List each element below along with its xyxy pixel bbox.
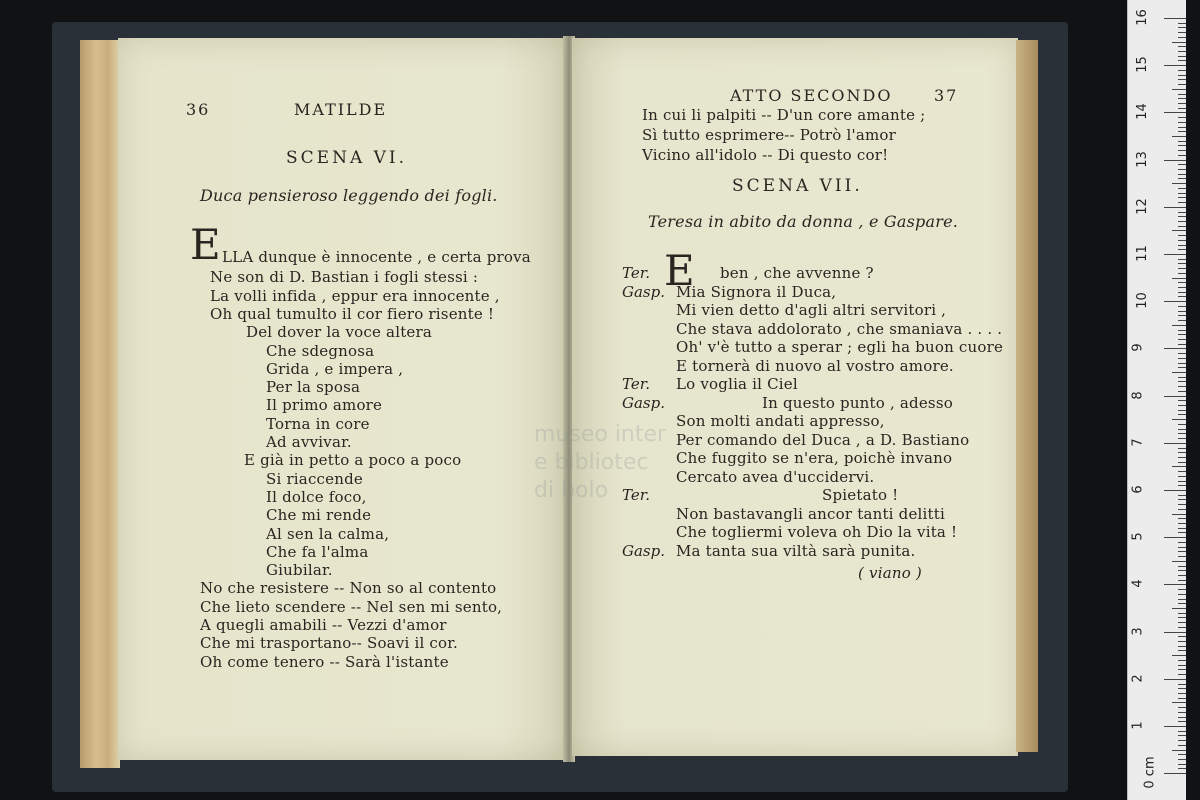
ruler-tick xyxy=(1178,145,1186,146)
ruler-tick xyxy=(1178,429,1186,430)
ruler-tick xyxy=(1178,381,1186,382)
ruler-tick xyxy=(1178,551,1186,552)
ruler-tick xyxy=(1178,759,1186,760)
ruler-tick xyxy=(1172,42,1186,43)
left-running-head: MATILDE xyxy=(294,100,388,119)
ruler-tick xyxy=(1164,584,1186,585)
page-stack-left xyxy=(80,40,120,768)
dialogue-line: Per comando del Duca , a D. Bastiano xyxy=(676,430,970,449)
ruler-tick xyxy=(1164,537,1186,538)
ruler-tick xyxy=(1178,56,1186,57)
verse-line: Oh come tenero -- Sarà l'istante xyxy=(200,652,449,671)
ruler-tick xyxy=(1172,514,1186,515)
ruler-tick xyxy=(1172,750,1186,751)
ruler-tick xyxy=(1178,400,1186,401)
ruler-tick xyxy=(1178,580,1186,581)
ruler-tick xyxy=(1164,18,1186,19)
ruler-tick xyxy=(1178,216,1186,217)
dialogue-line: Non bastavangli ancor tanti delitti xyxy=(676,504,945,523)
ruler-number: 4 xyxy=(1130,579,1146,589)
ruler-tick xyxy=(1178,212,1186,213)
ruler-tick xyxy=(1178,665,1186,666)
ruler-tick xyxy=(1178,320,1186,321)
ruler-tick xyxy=(1178,594,1186,595)
measurement-ruler xyxy=(1127,0,1186,800)
ruler-tick xyxy=(1178,570,1186,571)
ruler-tick xyxy=(1178,141,1186,142)
ruler-tick xyxy=(1172,136,1186,137)
ruler-tick xyxy=(1178,603,1186,604)
ruler-tick xyxy=(1178,712,1186,713)
dialogue-line: Son molti andati appresso, xyxy=(676,412,885,430)
ruler-tick xyxy=(1172,183,1186,184)
ruler-tick xyxy=(1178,240,1186,241)
ruler-tick xyxy=(1178,627,1186,628)
ruler-tick xyxy=(1178,684,1186,685)
ruler-tick xyxy=(1164,726,1186,727)
ruler-number: 1 xyxy=(1130,721,1146,730)
page-edge-right xyxy=(1016,40,1038,752)
ruler-tick xyxy=(1178,32,1186,33)
ruler-tick xyxy=(1178,518,1186,519)
ruler-tick xyxy=(1178,599,1186,600)
ruler-tick xyxy=(1178,282,1186,283)
ruler-tick xyxy=(1178,127,1186,128)
verse-line: Che fa l'alma xyxy=(266,542,369,561)
dialogue-line: Lo voglia il Ciel xyxy=(676,375,798,393)
dialogue-line: Spietato ! xyxy=(822,486,899,504)
ruler-tick xyxy=(1178,532,1186,533)
speaker-label: Gasp. xyxy=(622,282,665,301)
ruler-tick xyxy=(1178,235,1186,236)
verse-line: E già in petto a poco a poco xyxy=(244,451,462,470)
ruler-tick xyxy=(1178,485,1186,486)
ruler-tick xyxy=(1178,542,1186,543)
ruler-tick xyxy=(1178,707,1186,708)
ruler-tick xyxy=(1178,476,1186,477)
dialogue-line: In questo punto , adesso xyxy=(762,393,953,412)
ruler-tick xyxy=(1178,197,1186,198)
ruler-tick xyxy=(1178,377,1186,378)
ruler-number: 15 xyxy=(1134,56,1150,73)
exit-direction: ( viano ) xyxy=(858,564,922,582)
ruler-tick xyxy=(1178,481,1186,482)
verse-line: Si riaccende xyxy=(266,469,363,488)
ruler-tick xyxy=(1178,405,1186,406)
verse-line: Ad avvivar. xyxy=(266,433,352,451)
ruler-tick xyxy=(1178,306,1186,307)
ruler-tick xyxy=(1164,112,1186,113)
left-page xyxy=(118,38,566,760)
ruler-tick xyxy=(1178,60,1186,61)
ruler-tick xyxy=(1164,490,1186,491)
ruler-tick xyxy=(1178,202,1186,203)
verse-line: A quegli amabili -- Vezzi d'amor xyxy=(200,616,447,634)
ruler-tick xyxy=(1178,646,1186,647)
verse-line: Il dolce foco, xyxy=(266,487,367,506)
ruler-tick xyxy=(1178,46,1186,47)
ruler-tick xyxy=(1178,433,1186,434)
ruler-number: 0 cm xyxy=(1142,756,1158,789)
ruler-number: 3 xyxy=(1130,626,1146,636)
verse-line: In cui li palpiti -- D'un core amante ; xyxy=(642,106,926,124)
right-page-number: 37 xyxy=(934,86,959,105)
ruler-tick xyxy=(1178,471,1186,472)
verse-line: Del dover la voce altera xyxy=(246,323,433,342)
verse-line: Per la sposa xyxy=(266,378,361,397)
left-page-number: 36 xyxy=(186,100,211,119)
ruler-tick xyxy=(1178,547,1186,548)
ruler-tick xyxy=(1178,698,1186,699)
speaker-label: Gasp. xyxy=(622,541,665,560)
ruler-tick xyxy=(1178,292,1186,293)
ruler-tick xyxy=(1178,509,1186,510)
ruler-tick xyxy=(1178,641,1186,642)
ruler-tick xyxy=(1164,348,1186,349)
ruler-tick xyxy=(1178,556,1186,557)
ruler-tick xyxy=(1178,688,1186,689)
ruler-tick xyxy=(1178,164,1186,165)
ruler-tick xyxy=(1178,249,1186,250)
ruler-tick xyxy=(1164,254,1186,255)
ruler-tick xyxy=(1178,334,1186,335)
ruler-number: 9 xyxy=(1130,343,1146,353)
ruler-tick xyxy=(1178,84,1186,85)
ruler-tick xyxy=(1178,575,1186,576)
ruler-tick xyxy=(1172,561,1186,562)
ruler-tick xyxy=(1178,98,1186,99)
ruler-number: 8 xyxy=(1130,390,1146,400)
ruler-number: 14 xyxy=(1134,103,1150,121)
ruler-tick xyxy=(1172,608,1186,609)
ruler-tick xyxy=(1178,740,1186,741)
ruler-tick xyxy=(1178,353,1186,354)
ruler-tick xyxy=(1178,452,1186,453)
ruler-tick xyxy=(1178,339,1186,340)
ruler-tick xyxy=(1178,717,1186,718)
dialogue-line: ben , che avvenne ? xyxy=(720,264,874,282)
verse-line: Sì tutto esprimere-- Potrò l'amor xyxy=(642,126,896,144)
verse-line: La volli infida , eppur era innocente , xyxy=(210,286,500,305)
ruler-tick xyxy=(1178,122,1186,123)
dialogue-line: E tornerà di nuovo al vostro amore. xyxy=(676,356,954,375)
ruler-tick xyxy=(1178,613,1186,614)
ruler-tick xyxy=(1178,721,1186,722)
speaker-label: Ter. xyxy=(622,375,651,393)
ruler-tick xyxy=(1178,448,1186,449)
ruler-number: 2 xyxy=(1130,674,1146,683)
left-stage-direction: Duca pensieroso leggendo dei fogli. xyxy=(200,186,498,205)
ruler-tick xyxy=(1178,495,1186,496)
ruler-number: 16 xyxy=(1134,9,1150,26)
ruler-tick xyxy=(1178,391,1186,392)
ruler-tick xyxy=(1178,221,1186,222)
speaker-label: Ter. xyxy=(622,486,651,504)
ruler-tick xyxy=(1178,499,1186,500)
ruler-tick xyxy=(1178,745,1186,746)
ruler-number: 5 xyxy=(1130,532,1146,541)
ruler-tick xyxy=(1178,693,1186,694)
ruler-tick xyxy=(1164,632,1186,633)
ruler-tick xyxy=(1178,754,1186,755)
ruler-tick xyxy=(1178,287,1186,288)
ruler-tick xyxy=(1172,230,1186,231)
ruler-tick xyxy=(1164,301,1186,302)
right-stage-direction: Teresa in abito da donna , e Gaspare. xyxy=(648,212,959,231)
dialogue-line: Mia Signora il Duca, xyxy=(676,282,837,301)
ruler-tick xyxy=(1178,23,1186,24)
dialogue-line: Mi vien detto d'agli altri servitori , xyxy=(676,301,947,319)
dialogue-line: Oh' v'è tutto a sperar ; egli ha buon cuore xyxy=(676,338,1004,356)
ruler-tick xyxy=(1178,330,1186,331)
ruler-tick xyxy=(1172,466,1186,467)
ruler-tick xyxy=(1178,566,1186,567)
ruler-tick xyxy=(1178,410,1186,411)
ruler-number: 6 xyxy=(1130,485,1146,494)
verse-line: No che resistere -- Non so al contento xyxy=(200,579,497,598)
dialogue-line: Che fuggito se n'era, poichè invano xyxy=(676,449,953,467)
dialogue-line: Cercato avea d'uccidervi. xyxy=(676,467,875,486)
ruler-tick xyxy=(1178,70,1186,71)
ruler-tick xyxy=(1178,259,1186,260)
ruler-tick xyxy=(1178,650,1186,651)
ruler-tick xyxy=(1178,268,1186,269)
ruler-tick xyxy=(1178,51,1186,52)
ruler-tick xyxy=(1172,278,1186,279)
ruler-tick xyxy=(1178,504,1186,505)
ruler-tick xyxy=(1164,396,1186,397)
ruler-tick xyxy=(1178,94,1186,95)
ruler-number: 10 xyxy=(1134,292,1150,309)
ruler-tick xyxy=(1172,89,1186,90)
ruler-tick xyxy=(1178,363,1186,364)
ruler-tick xyxy=(1178,150,1186,151)
right-drop-cap: E xyxy=(664,246,695,295)
ruler-tick xyxy=(1178,344,1186,345)
verse-line: Ne son di D. Bastian i fogli stessi : xyxy=(210,268,479,287)
verse-line: LLA dunque è innocente , e certa prova xyxy=(222,248,531,266)
ruler-tick xyxy=(1178,117,1186,118)
ruler-tick xyxy=(1178,79,1186,80)
ruler-tick xyxy=(1178,193,1186,194)
ruler-tick xyxy=(1172,325,1186,326)
ruler-tick xyxy=(1178,731,1186,732)
ruler-tick xyxy=(1178,367,1186,368)
ruler-tick xyxy=(1178,108,1186,109)
ruler-tick xyxy=(1172,655,1186,656)
ruler-tick xyxy=(1178,636,1186,637)
ruler-tick xyxy=(1178,245,1186,246)
dialogue-line: Che stava addolorato , che smaniava . . . . xyxy=(676,319,1003,338)
ruler-tick xyxy=(1164,160,1186,161)
ruler-tick xyxy=(1178,589,1186,590)
ruler-tick xyxy=(1178,174,1186,175)
ruler-tick xyxy=(1178,669,1186,670)
speaker-label: Ter. xyxy=(622,264,651,282)
ruler-tick xyxy=(1172,702,1186,703)
ruler-tick xyxy=(1178,768,1186,769)
ruler-tick xyxy=(1178,462,1186,463)
ruler-tick xyxy=(1178,131,1186,132)
right-running-head: ATTO SECONDO xyxy=(730,86,893,105)
dialogue-line: Ma tanta sua viltà sarà punita. xyxy=(676,541,916,560)
ruler-tick xyxy=(1164,773,1186,774)
ruler-tick xyxy=(1178,424,1186,425)
left-drop-cap: E xyxy=(190,220,221,269)
ruler-tick xyxy=(1164,65,1186,66)
ruler-tick xyxy=(1178,674,1186,675)
ruler-tick xyxy=(1178,457,1186,458)
verse-line: Giubilar. xyxy=(266,561,333,580)
ruler-number: 11 xyxy=(1134,245,1150,262)
watermark-line-1: museo inter xyxy=(534,422,667,447)
ruler-tick xyxy=(1178,263,1186,264)
verse-line: Al sen la calma, xyxy=(266,524,390,543)
ruler-tick xyxy=(1178,169,1186,170)
right-page xyxy=(534,38,1018,756)
left-scene-title: SCENA VI. xyxy=(286,148,408,168)
ruler-tick xyxy=(1178,37,1186,38)
ruler-number: 7 xyxy=(1130,438,1146,447)
ruler-tick xyxy=(1178,273,1186,274)
ruler-tick xyxy=(1178,296,1186,297)
ruler-tick xyxy=(1178,311,1186,312)
ruler-tick xyxy=(1178,735,1186,736)
verse-line: Che mi rende xyxy=(266,506,372,525)
verse-line: Che mi trasportano-- Soavi il cor. xyxy=(200,634,458,653)
dialogue-line: Che togliermi voleva oh Dio la vita ! xyxy=(676,523,958,541)
verse-line: Grida , e impera , xyxy=(266,359,404,378)
watermark-line-2: e bibliotec xyxy=(534,450,649,475)
ruler-tick xyxy=(1178,188,1186,189)
ruler-tick xyxy=(1172,372,1186,373)
speaker-label: Gasp. xyxy=(622,393,665,412)
verse-line: Che lieto scendere -- Nel sen mi sento, xyxy=(200,597,503,616)
ruler-number: 13 xyxy=(1134,150,1150,168)
ruler-tick xyxy=(1178,27,1186,28)
right-scene-title: SCENA VII. xyxy=(732,176,863,196)
verse-line: Vicino all'idolo -- Di questo cor! xyxy=(642,146,889,164)
ruler-tick xyxy=(1178,75,1186,76)
ruler-tick xyxy=(1178,226,1186,227)
ruler-tick xyxy=(1178,103,1186,104)
ruler-tick xyxy=(1164,443,1186,444)
ruler-tick xyxy=(1178,315,1186,316)
ruler-tick xyxy=(1178,523,1186,524)
verse-line: Il primo amore xyxy=(266,396,383,415)
verse-line: Oh qual tumulto il cor fiero risente ! xyxy=(210,304,495,323)
ruler-tick xyxy=(1178,358,1186,359)
ruler-tick xyxy=(1178,155,1186,156)
ruler-tick xyxy=(1178,386,1186,387)
ruler-tick xyxy=(1178,617,1186,618)
ruler-tick xyxy=(1164,207,1186,208)
ruler-tick xyxy=(1178,660,1186,661)
ruler-tick xyxy=(1178,438,1186,439)
verse-line: Che sdegnosa xyxy=(266,341,375,360)
watermark-line-3: di bolo xyxy=(534,478,609,503)
ruler-tick xyxy=(1178,178,1186,179)
ruler-tick xyxy=(1164,679,1186,680)
ruler-tick xyxy=(1178,528,1186,529)
ruler-number: 12 xyxy=(1134,198,1150,215)
ruler-tick xyxy=(1178,764,1186,765)
ruler-tick xyxy=(1178,622,1186,623)
verse-line: Torna in core xyxy=(266,414,370,433)
ruler-tick xyxy=(1178,414,1186,415)
ruler-tick xyxy=(1172,419,1186,420)
